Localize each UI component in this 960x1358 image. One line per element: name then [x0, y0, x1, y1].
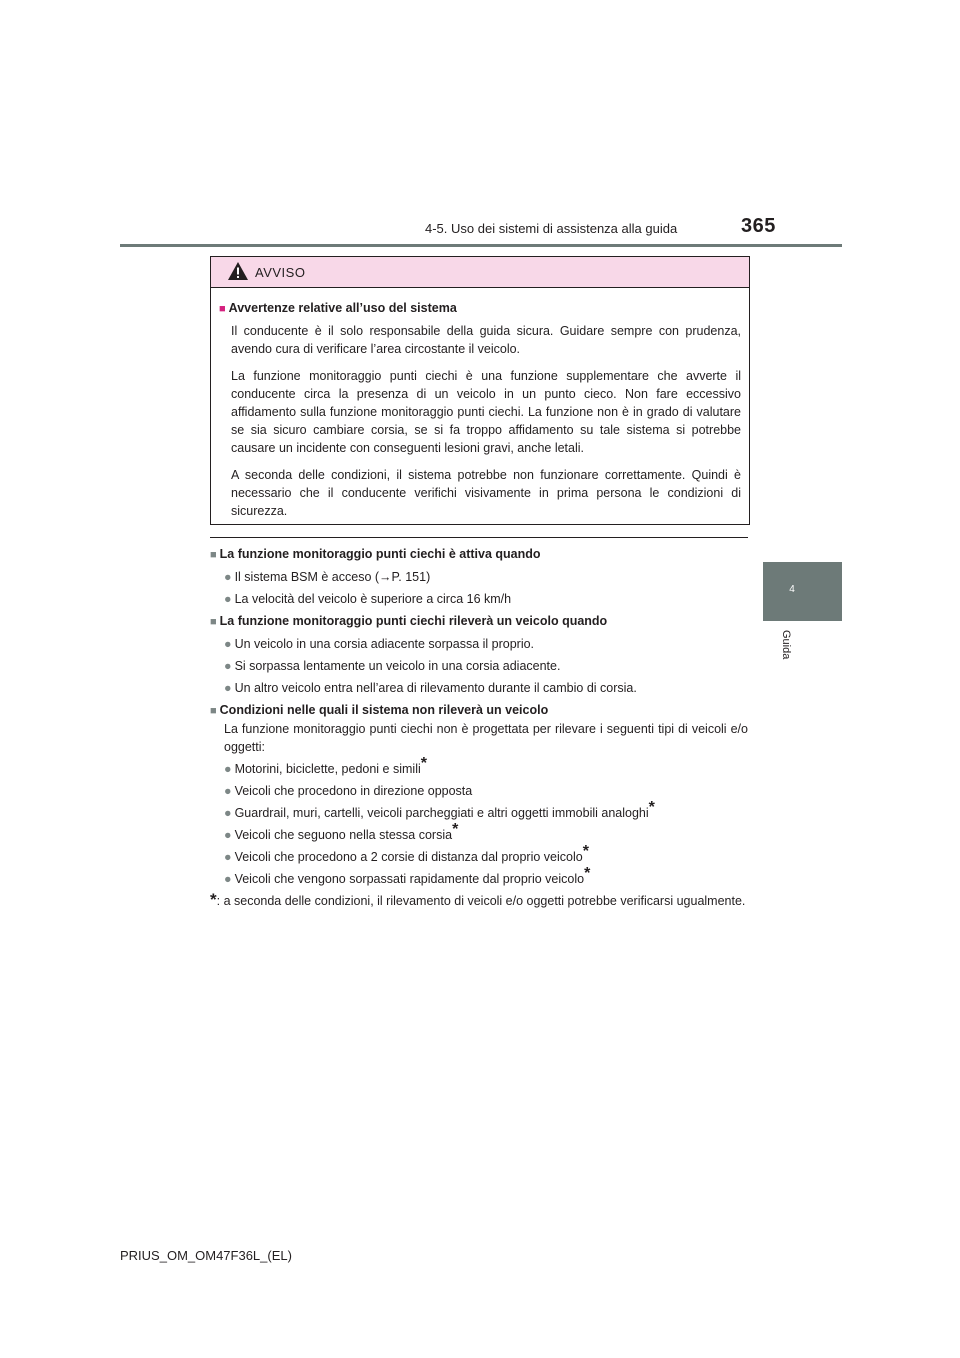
bullet-dot-icon: ●	[224, 850, 232, 864]
square-bullet-icon: ■	[210, 705, 217, 717]
bullet-dot-icon: ●	[224, 828, 232, 842]
list-item: ● Si sorpassa lentamente un veicolo in una corsia adiacente.	[224, 659, 561, 673]
square-bullet-icon: ■	[210, 549, 217, 561]
bullet-dot-icon: ●	[224, 784, 232, 798]
footnote-marker: *	[452, 820, 459, 838]
list-item: ● Il sistema BSM è acceso (→P. 151)	[224, 570, 431, 584]
footnote-marker: *	[648, 798, 655, 816]
section-title: 4-5. Uso dei sistemi di assistenza alla guida	[425, 221, 678, 236]
bullet-dot-icon: ●	[224, 762, 232, 776]
list-item: ● Un veicolo in una corsia adiacente sorpassa il proprio.	[224, 637, 535, 651]
bullet-dot-icon: ●	[224, 659, 232, 673]
warning-triangle-icon	[227, 261, 249, 281]
warning-header	[211, 257, 749, 288]
footnote-marker: *	[584, 864, 591, 882]
section-heading: ■ Condizioni nelle quali il sistema non rileverà un veicolo	[210, 703, 549, 717]
document-id: PRIUS_OM_OM47F36L_(EL)	[120, 1248, 292, 1263]
section-heading: ■ La funzione monitoraggio punti ciechi è attiva quando	[210, 547, 541, 561]
warning-paragraph: A seconda delle condizioni, il sistema potrebbe non funzionare correttamente. Quindi è necessario che il conducente verifichi visivamente in prima persona le condizioni di sicurezza.	[231, 468, 741, 518]
chapter-label: Guida	[780, 630, 792, 660]
bullet-dot-icon: ●	[224, 637, 232, 651]
section-intro: La funzione monitoraggio punti ciechi non è progettata per rilevare i seguenti tipi di veicoli e/o oggetti:	[224, 722, 748, 754]
list-item: ● Motorini, biciclette, pedoni e simili*	[224, 754, 427, 776]
square-bullet-icon: ■	[219, 303, 226, 315]
list-item: ● Veicoli che procedono a 2 corsie di distanza dal proprio veicolo*	[224, 842, 589, 864]
section-heading: ■ La funzione monitoraggio punti ciechi rileverà un veicolo quando	[210, 614, 608, 628]
bullet-dot-icon: ●	[224, 570, 232, 584]
list-item: ● La velocità del veicolo è superiore a circa 16 km/h	[224, 592, 512, 606]
list-item: ● Veicoli che seguono nella stessa corsia*	[224, 820, 459, 842]
main-content	[210, 545, 748, 910]
chapter-tab	[763, 562, 842, 621]
warning-body	[219, 299, 741, 529]
section-divider	[210, 537, 748, 538]
list-item: ● Un altro veicolo entra nell’area di rilevamento durante il cambio di corsia.	[224, 681, 637, 695]
page-number: 365	[741, 215, 776, 237]
footnote: *: a seconda delle condizioni, il rilevamento di veicoli e/o oggetti potrebbe verificarsi ugualmente.	[210, 890, 746, 909]
footnote-marker: *	[582, 842, 589, 860]
bullet-dot-icon: ●	[224, 806, 232, 820]
footnote-marker: *	[420, 754, 427, 772]
bullet-dot-icon: ●	[224, 592, 232, 606]
warning-subheading: ■ Avvertenze relative all’uso del sistema	[219, 301, 457, 315]
warning-paragraph: Il conducente è il solo responsabile della guida sicura. Guidare sempre con prudenza, avendo cura di verificare l’area circostante il veicolo.	[231, 324, 741, 356]
warning-paragraph: La funzione monitoraggio punti ciechi è una funzione supplementare che avverte il conducente circa la presenza di un veicolo in un punto cieco. Non fare eccessivo affidamento sulla funzione monitoraggio punti ciechi. La funzione non è in grado di valutare se sia sicuro cambiare corsia, se si fa troppo affidamento su tale sistema si potrebbe causare un incidente con conseguenti lesioni gravi, anche letali.	[231, 369, 741, 455]
warning-title: AVVISO	[255, 265, 306, 280]
footnote-marker: *	[210, 890, 217, 909]
list-item: ● Veicoli che vengono sorpassati rapidamente dal proprio veicolo*	[224, 864, 591, 886]
bullet-dot-icon: ●	[224, 681, 232, 695]
bullet-dot-icon: ●	[224, 872, 232, 886]
list-item: ● Guardrail, muri, cartelli, veicoli parcheggiati e altri oggetti immobili analoghi*	[224, 798, 655, 820]
list-item: ● Veicoli che procedono in direzione opposta	[224, 784, 473, 798]
warning-box	[210, 256, 750, 525]
chapter-number: 4	[789, 584, 795, 595]
header-divider	[120, 244, 842, 247]
square-bullet-icon: ■	[210, 616, 217, 628]
